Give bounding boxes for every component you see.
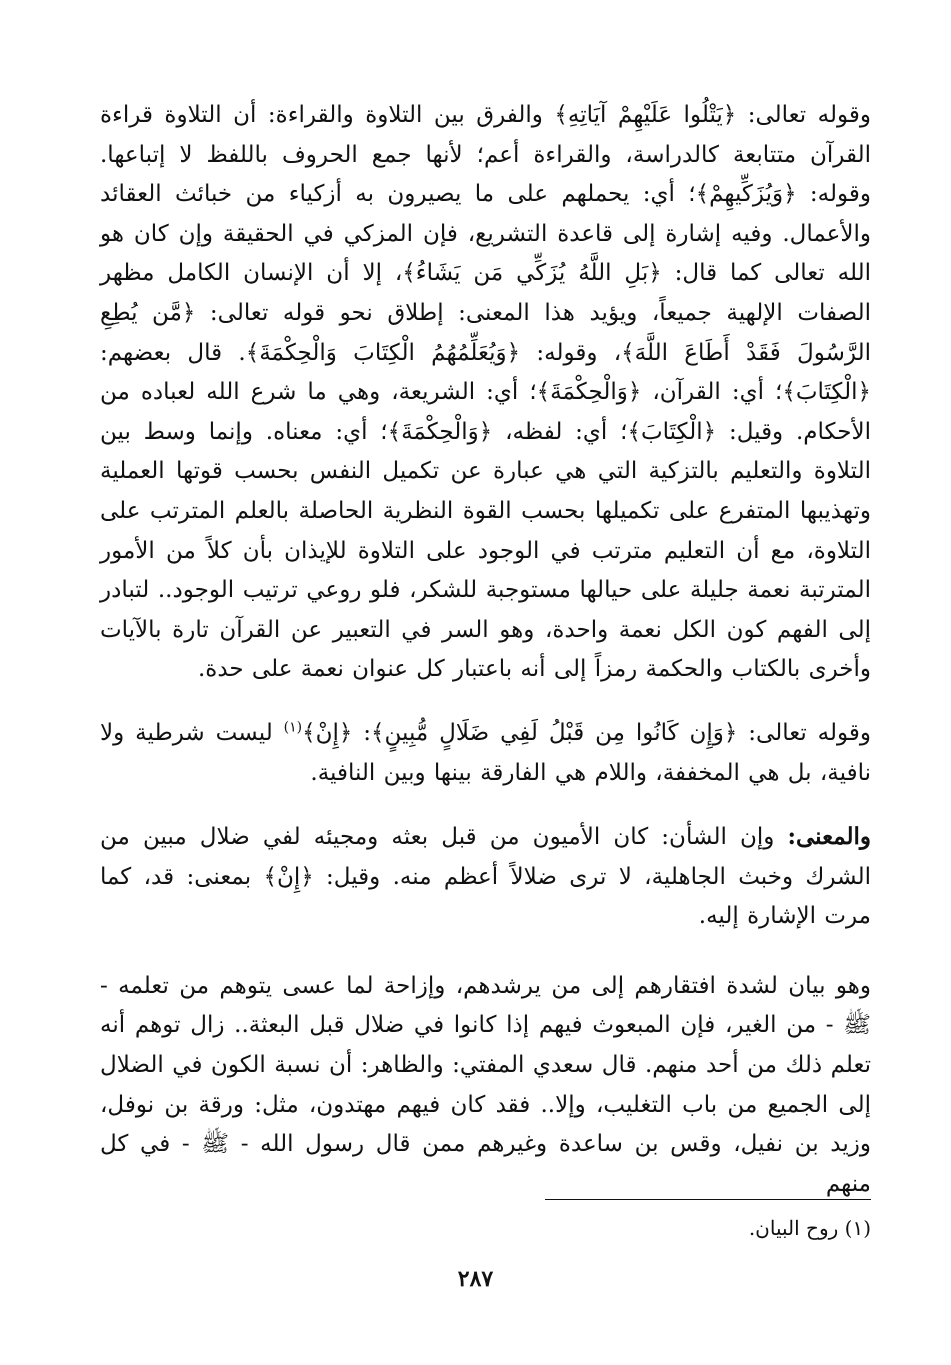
paragraph-explanation: وهو بيان لشدة افتقارهم إلى من يرشدهم، وإزاحة لما عسى يتوهم من تعلمه - ﷺ - من الغير، فإن المبعوث فيهم إذا كانوا في ضلال قبل البعثة.. زال توهم أنه تعلم ذلك من أحد منهم. قال سعدي المفتي: والظاهر: أن نسبة الكون في الضلال إلى الجميع من باب التغليب، وإلا.. فقد كان فيهم مهتدون، مثل: ورقة بن نوفل، وزيد بن نفيل، وقس بن ساعدة وغيرهم ممن قال رسول الله - ﷺ - في كل منهم bbox=[100, 972, 871, 1197]
paragraph-in-kanu-text: وقوله تعالى: ﴿وَإِن كَانُوا مِن قَبْلُ لَفِي ضَلَالٍ مُّبِينٍ﴾: ﴿إِنْ﴾ bbox=[302, 719, 871, 746]
page-number: ٢٨٧ bbox=[457, 1266, 494, 1292]
footnote-divider bbox=[545, 1199, 871, 1200]
meaning-lead: والمعنى: bbox=[787, 823, 871, 851]
page-body bbox=[100, 96, 871, 1204]
meaning-text: وإن الشأن: كان الأميون من قبل بعثه ومجيئه لفي ضلال مبين من الشرك وخبث الجاهلية، لا ترى ضلالاً أعظم منه. وقيل: ﴿إِنْ﴾ بمعنى: قد، كما مرت الإشارة إليه. bbox=[100, 824, 871, 930]
footnote: (١) روح البيان. bbox=[748, 1216, 871, 1240]
paragraph-tilawa: وقوله تعالى: ﴿يَتْلُوا عَلَيْهِمْ آيَاتِهِ﴾ والفرق بين التلاوة والقراءة: أن التلاوة قراءة القرآن متتابعة كالدراسة، والقراءة أعم؛ لأنها جمع الحروف باللفظ لا إتباعها. وقوله: ﴿وَيُزَكِّيهِمْ﴾؛ أي: يحملهم على ما يصيرون به أزكياء من خبائث العقائد والأعمال. وفيه إشارة إلى قاعدة التشريع، فإن المزكي في الحقيقة وإن كان هو الله تعالى كما قال: ﴿بَلِ اللَّهُ يُزَكِّي مَن يَشَاءُ﴾، إلا أن الإنسان الكامل مظهر الصفات الإلهية جميعاً، ويؤيد هذا المعنى: إطلاق نحو قوله تعالى: ﴿مَّن يُطِعِ الرَّسُولَ فَقَدْ أَطَاعَ اللَّهَ﴾، وقوله: ﴿وَيُعَلِّمُهُمُ الْكِتَابَ وَالْحِكْمَةَ﴾. قال بعضهم: ﴿الْكِتَابَ﴾؛ أي: القرآن، ﴿وَالْحِكْمَةَ﴾؛ أي: الشريعة، وهي ما شرع الله لعباده من الأحكام. وقيل: ﴿الْكِتَابَ﴾؛ أي: لفظه، ﴿وَالْحِكْمَةَ﴾؛ أي: معناه. وإنما وسط بين التلاوة والتعليم بالتزكية التي هي عبارة عن تكميل النفس بحسب قوتها العملية وتهذيبها المتفرع على تكميلها بحسب القوة النظرية الحاصلة بالعلم المترتب على التلاوة، مع أن التعليم مترتب في الوجود على التلاوة للإيذان بأن كلاً من الأمور المترتبة نعمة جليلة على حيالها مستوجبة للشكر، فلو روعي ترتيب الوجود.. لتبادر إلى الفهم كون الكل نعمة واحدة، وهو السر في التعبير عن القرآن تارة بالآيات وأخرى بالكتاب والحكمة رمزاً إلى أنه باعتبار كل عنوان نعمة على حدة. bbox=[100, 102, 871, 683]
paragraph-meaning bbox=[100, 817, 871, 937]
paragraph-in-kanu bbox=[100, 714, 871, 793]
footnote-reference[interactable]: (١) bbox=[283, 719, 303, 736]
paragraph-in-kanu-rest: ليست شرطية ولا نافية، بل هي المخففة، واللام هي الفارقة بينها وبين النافية. bbox=[100, 719, 871, 786]
